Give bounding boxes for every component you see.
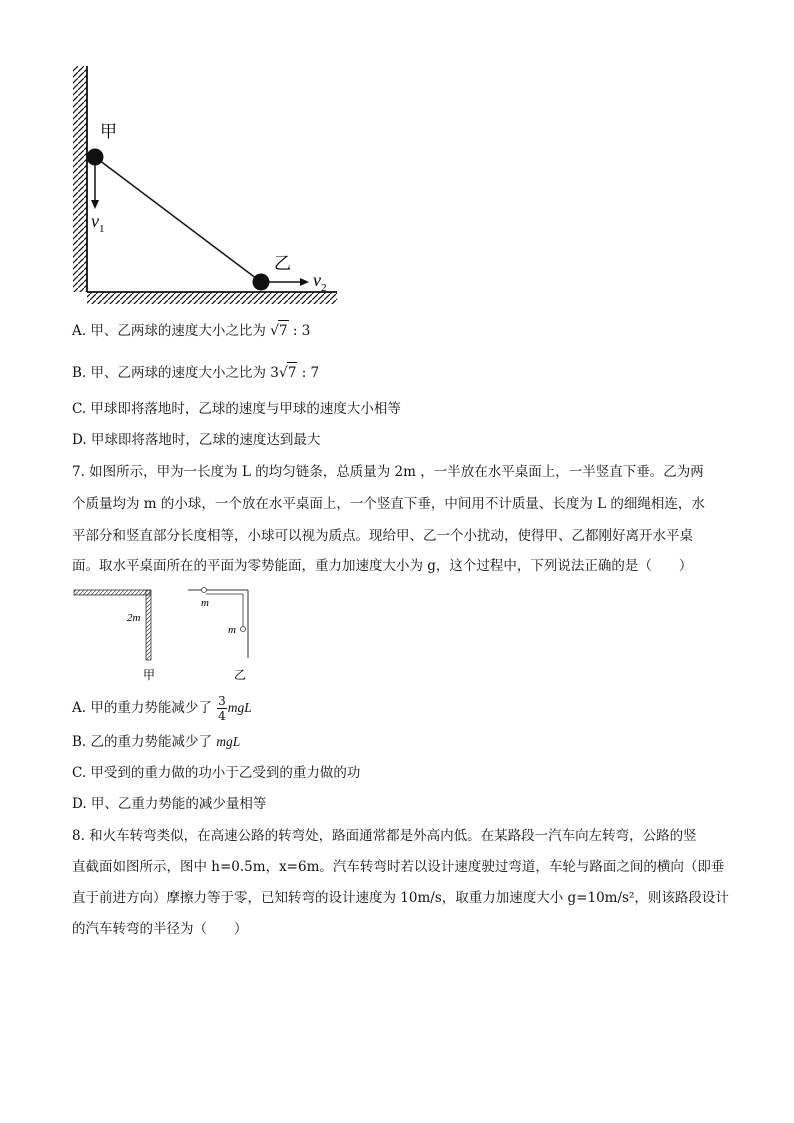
label-v2: $v_2$ [313,270,327,294]
q6-option-b: B. 甲、乙两球的速度大小之比为 3√7 : 7 [72,362,319,383]
rod [95,157,261,282]
q7-option-a: A. 甲的重力势能减少了 $\frac{3}{4}$ mgL [72,694,252,723]
ball-side [241,627,246,632]
wall-hatch [73,66,87,292]
q7-option-c: C. 甲受到的重力做的功小于乙受到的重力做的功 [72,765,361,781]
v2-arrowhead [300,278,309,286]
q6-option-c: C. 甲球即将落地时，乙球的速度与甲球的速度大小相等 [72,401,401,417]
v1-arrowhead [91,200,99,209]
label-v1: $v_1$ [91,211,105,235]
q7-stem-line-2: 个质量均为 m 的小球，一个放在水平桌面上，一个竖直下垂，中间用不计质量、长度为 L 的细绳相连，水 [72,496,705,512]
q7-stem-line-4: 面。取水平桌面所在的平面为零势能面，重力加速度大小为 g，这个过程中，下列说法正确的是（ ） [72,558,693,574]
q6-option-a: A. 甲、乙两球的速度大小之比为 √7 : 3 [72,320,310,341]
ball-top [202,588,207,593]
label-jia: 甲 [100,122,117,142]
ball-side-mass: m [228,624,236,636]
chain-vertical [146,590,151,660]
chain-mass-label: 2m [127,612,141,624]
q7-option-d: D. 甲、乙重力势能的减少量相等 [72,796,267,812]
floor-hatch [87,292,337,304]
q7-option-b: B. 乙的重力势能减少了 mgL [72,734,241,750]
caption-jia: 甲 [143,668,156,682]
label-yi: 乙 [274,254,291,274]
caption-yi: 乙 [234,668,247,682]
q6-option-d: D. 甲球即将落地时，乙球的速度达到最大 [72,432,321,448]
chain-horizontal [74,590,150,595]
ball-jia [87,149,104,166]
q8-stem-line-4: 的汽车转弯的半径为（ ） [72,921,248,937]
rod-balls-figure [60,60,350,310]
chain-and-balls-figure [70,584,260,684]
q8-stem-line-1: 8. 和火车转弯类似，在高速公路的转弯处，路面通常都是外高内低。在某路段一汽车向左转弯，公路的竖 [72,828,697,844]
ball-yi [253,274,270,291]
q8-stem-line-2: 直截面如图所示，图中 h=0.5m，x=6m。汽车转弯时若以设计速度驶过弯道，车轮与路面之间的横向（即垂 [72,859,725,875]
ball-top-mass: m [201,597,209,609]
q8-stem-line-3: 直于前进方向）摩擦力等于零，已知转弯的设计速度为 10m/s，取重力加速度大小 g=10m/s²，则该路段设计 [72,890,729,906]
q7-stem-line-3: 平部分和竖直部分长度相等，小球可以视为质点。现给甲、乙一个小扰动，使得甲、乙都刚好离开水平桌 [72,528,693,544]
q7-stem-line-1: 7. 如图所示，甲为一长度为 L 的均匀链条，总质量为 2m ，一半放在水平桌面上，一半竖直下垂。乙为两 [72,464,704,480]
